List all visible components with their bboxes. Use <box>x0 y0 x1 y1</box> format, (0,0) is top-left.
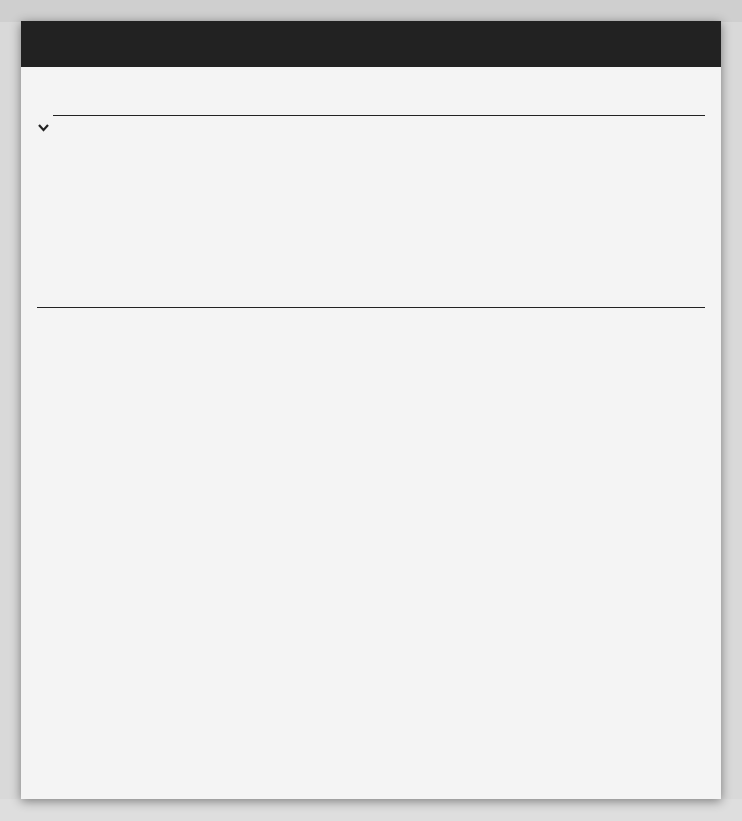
section-system-fields[interactable] <box>37 123 53 133</box>
dialog-header <box>21 21 721 67</box>
dialog-content <box>21 67 721 799</box>
backdrop-bottom <box>0 799 742 821</box>
backdrop-top <box>0 0 742 22</box>
section-divider <box>37 307 705 308</box>
column-header <box>53 90 705 116</box>
sort-dialog <box>21 21 721 799</box>
chevron-down-icon <box>37 123 50 133</box>
